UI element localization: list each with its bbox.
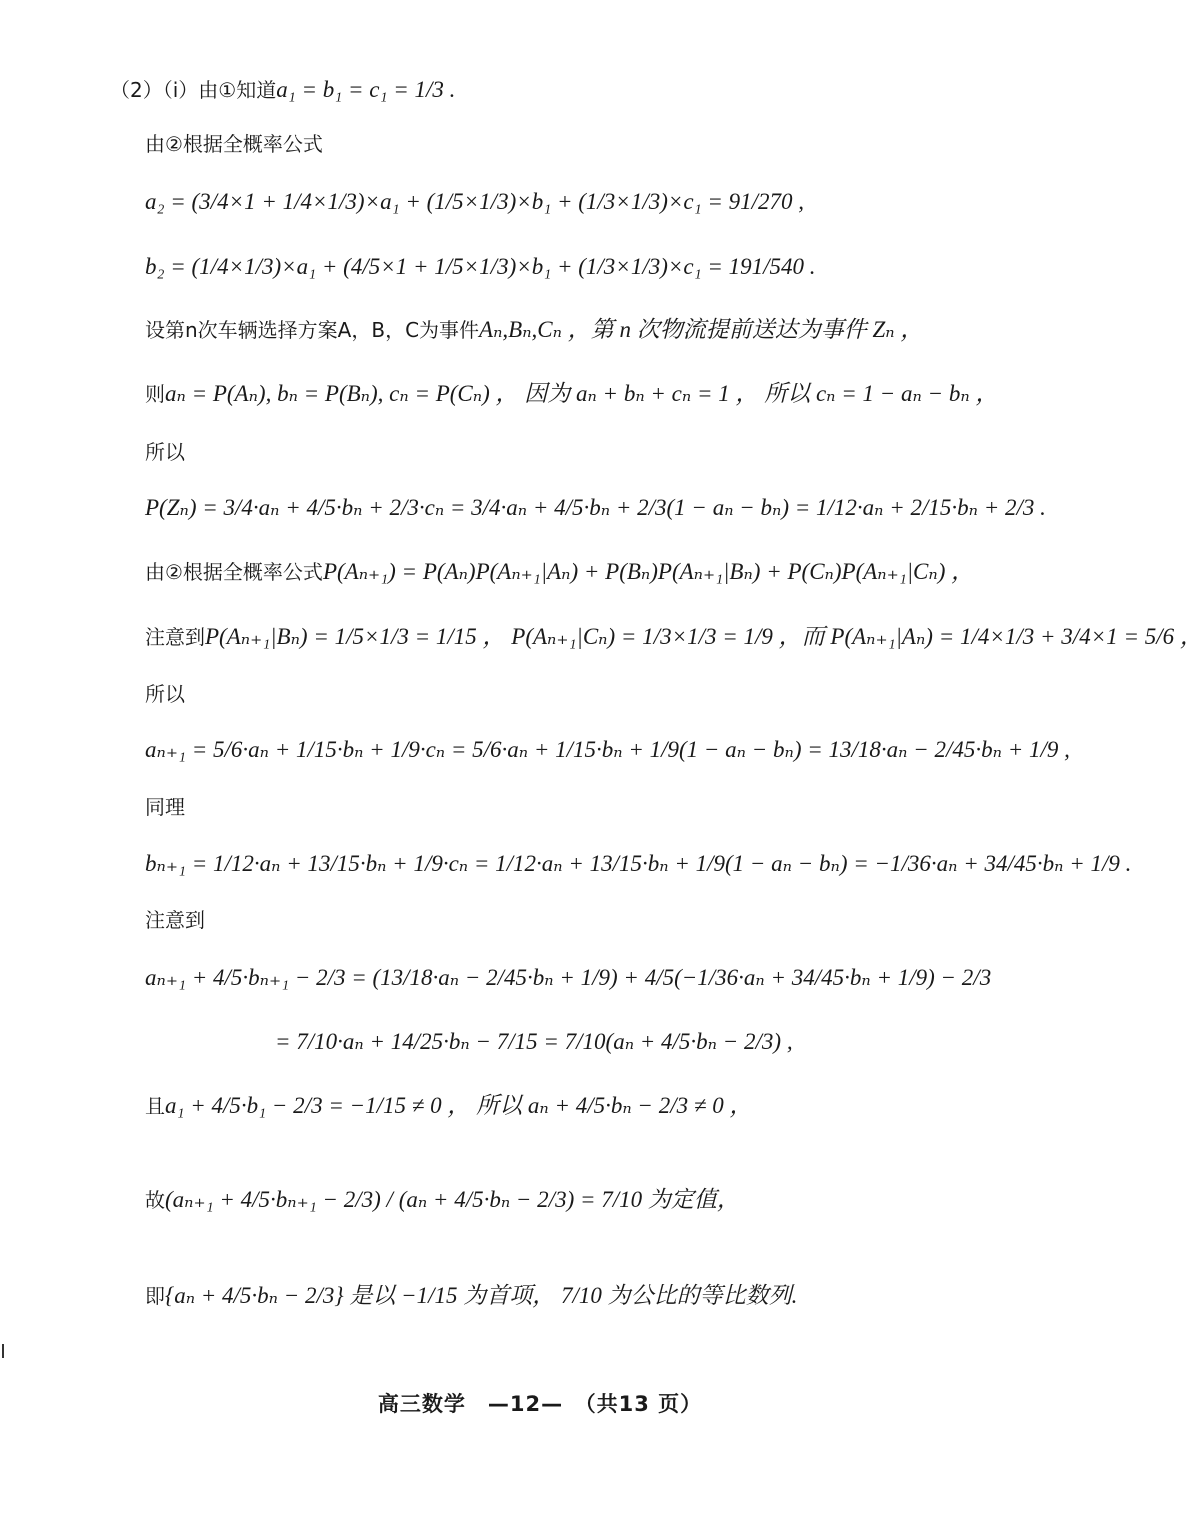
line-combination-2: = 7/10·aₙ + 14/25·bₙ − 7/15 = 7/10(aₙ + 4/5·bₙ − 2/3) , bbox=[275, 1029, 793, 1054]
line-constant-ratio: 故(aₙ₊₁ + 4/5·bₙ₊₁ − 2/3) / (aₙ + 4/5·bₙ − 2/3) = 7/10 为定值， bbox=[145, 1187, 740, 1212]
line-therefore-1: 所以 bbox=[145, 440, 185, 464]
line-nonzero: 且a₁ + 4/5·b₁ − 2/3 = −1/15 ≠ 0 ， 所以 aₙ + 4/5·bₙ − 2/3 ≠ 0 ， bbox=[145, 1093, 753, 1118]
line-therefore-2: 所以 bbox=[145, 682, 185, 706]
line-b2: b₂ = (1/4×1/3)×a₁ + (4/5×1 + 1/5×1/3)×b₁ + (1/3×1/3)×c₁ = 191/540 . bbox=[145, 254, 816, 279]
line-combination-1: aₙ₊₁ + 4/5·bₙ₊₁ − 2/3 = (13/18·aₙ − 2/45·bₙ + 1/9) + 4/5(−1/36·aₙ + 34/45·bₙ + 1/9) − 2/3 bbox=[145, 965, 992, 990]
line-define-probabilities: 则aₙ = P(Aₙ), bₙ = P(Bₙ), cₙ = P(Cₙ) ， 因为 aₙ + bₙ + cₙ = 1 ， 所以 cₙ = 1 − aₙ − bₙ ， bbox=[145, 381, 999, 406]
margin-mark bbox=[2, 1344, 4, 1358]
line-define-events: 设第n次车辆选择方案A，B，C为事件Aₙ,Bₙ,Cₙ ，第 n 次物流提前送达为事件 Zₙ ， bbox=[145, 317, 924, 342]
line-part2-intro: （2）（i）由①知道a₁ = b₁ = c₁ = 1/3 . bbox=[110, 77, 456, 102]
line-conditional-probs: 注意到P(Aₙ₊₁|Bₙ) = 1/5×1/3 = 1/15 ， P(Aₙ₊₁|Cₙ) = 1/3×1/3 = 1/9 ，而 P(Aₙ₊₁|Aₙ) = 1/4×1/3 + 3/4×1 = 5/6 ， bbox=[145, 624, 1203, 649]
line-a2: a₂ = (3/4×1 + 1/4×1/3)×a₁ + (1/5×1/3)×b₁ + (1/3×1/3)×c₁ = 91/270 , bbox=[145, 189, 805, 214]
line-a-recurrence: aₙ₊₁ = 5/6·aₙ + 1/15·bₙ + 1/9·cₙ = 5/6·aₙ + 1/15·bₙ + 1/9(1 − aₙ − bₙ) = 13/18·aₙ − 2/45·bₙ + 1/9 , bbox=[145, 737, 1070, 762]
line-note: 注意到 bbox=[145, 908, 205, 932]
line-total-probability-1: 由②根据全概率公式 bbox=[145, 132, 323, 156]
line-p-zn: P(Zₙ) = 3/4·aₙ + 4/5·bₙ + 2/3·cₙ = 3/4·aₙ + 4/5·bₙ + 2/3(1 − aₙ − bₙ) = 1/12·aₙ + 2/15·bₙ + 2/3 . bbox=[145, 495, 1046, 520]
line-b-recurrence: bₙ₊₁ = 1/12·aₙ + 13/15·bₙ + 1/9·cₙ = 1/12·aₙ + 13/15·bₙ + 1/9(1 − aₙ − bₙ) = −1/36·aₙ + 34/45·bₙ + 1/9 . bbox=[145, 851, 1132, 876]
line-similarly: 同理 bbox=[145, 795, 185, 819]
page-footer: 高三数学 —12— （共13 页） bbox=[377, 1392, 703, 1416]
line-total-probability-2: 由②根据全概率公式P(Aₙ₊₁) = P(Aₙ)P(Aₙ₊₁|Aₙ) + P(Bₙ)P(Aₙ₊₁|Bₙ) + P(Cₙ)P(Aₙ₊₁|Cₙ) ， bbox=[145, 559, 975, 584]
line-conclusion: 即{aₙ + 4/5·bₙ − 2/3} 是以 −1/15 为首项， 7/10 为公比的等比数列. bbox=[145, 1283, 798, 1308]
